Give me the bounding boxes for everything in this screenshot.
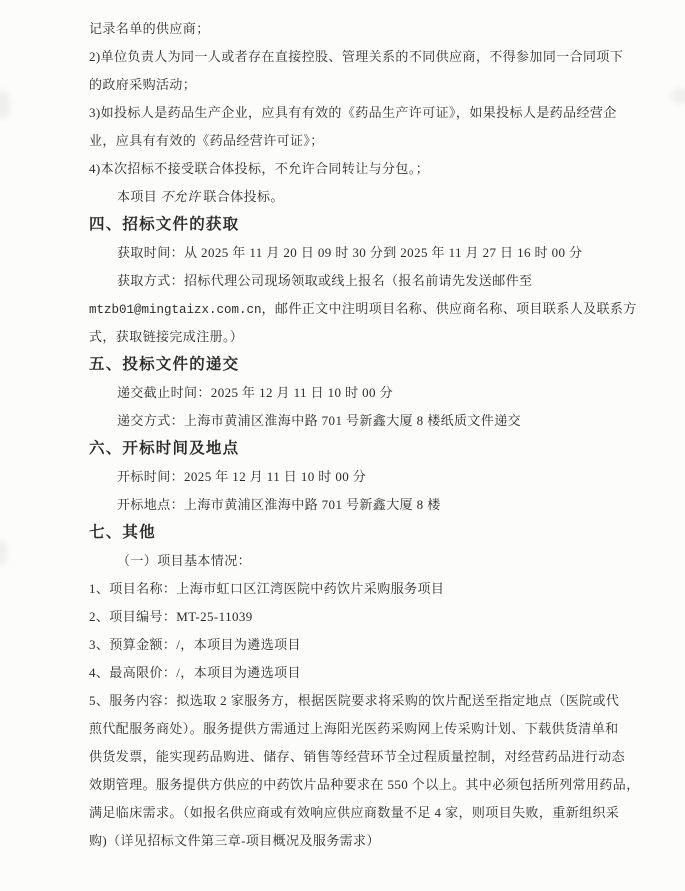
scan-smudge [0, 540, 7, 566]
text-run: 联合体投标。 [203, 189, 284, 204]
doc-line-opening-time: 开标时间：2025 年 12 月 11 日 10 时 00 分 [117, 469, 367, 484]
doc-line-email [89, 295, 685, 323]
doc-line-service-6: 购)（详见招标文件第三章-项目概况及服务需求） [89, 833, 380, 848]
text-run-italic: 不允许 [160, 189, 201, 204]
doc-line-basic-info: （一）项目基本情况： [117, 553, 252, 568]
doc-line-service-1: 5、服务内容：拟选取 2 家服务方，根据医院要求将采购的饮片配送至指定地点（医院或代 [89, 693, 620, 708]
section-heading-other: 七、其他 [89, 524, 156, 541]
doc-line-project-number: 2、项目编号：MT-25-11039 [89, 609, 253, 624]
doc-line-deadline: 递交截止时间：2025 年 12 月 11 日 10 时 00 分 [117, 385, 393, 400]
doc-line-project-name: 1、项目名称：上海市虹口区江湾医院中药饮片采购服务项目 [89, 581, 445, 596]
text-run: ，邮件正文中注明项目名称、供应商名称、项目联系人及联系方 [261, 301, 637, 316]
doc-line-rule4: 4)本次招标不接受联合体投标，不允许合同转让与分包。； [89, 161, 430, 176]
section-heading-opening: 六、开标时间及地点 [89, 440, 240, 457]
doc-line-opening-place: 开标地点：上海市黄浦区淮海中路 701 号新鑫大厦 8 楼 [117, 497, 441, 512]
scan-smudge [0, 90, 10, 120]
doc-line-registration: 式，获取链接完成注册。） [89, 329, 244, 344]
doc-line-service-2: 煎代配服务商处）。服务提供方需通过上海阳光医药采购网上传采购计划、下载供货清单和 [89, 721, 619, 736]
doc-line-rule3a: 3)如投标人是药品生产企业，应具有有效的《药品生产许可证》，如果投标人是药品经营企 [89, 105, 617, 120]
doc-line-service-5: 满足临床需求。（如报名供应商或有效响应供应商数量不足 4 家，则项目失败，重新组织采 [89, 805, 620, 820]
doc-line-rule2a: 2)单位负责人为同一人或者存在直接控股、管理关系的不同供应商，不得参加同一合同项下 [89, 49, 624, 64]
email-text: mtzb01@mingtaizx.com.cn [89, 303, 262, 317]
doc-line-budget: 3、预算金额：/，本项目为遴选项目 [89, 637, 301, 652]
doc-line-obtain-time: 获取时间：从 2025 年 11 月 20 日 09 时 30 分到 2025 年 11 月 27 日 16 时 00 分 [117, 245, 583, 260]
doc-line-rule2b: 的政府采购活动； [89, 77, 197, 92]
doc-line-submission-method: 递交方式：上海市黄浦区淮海中路 701 号新鑫大厦 8 楼纸质文件递交 [117, 413, 522, 428]
doc-line-rule3b: 业，应具有有效的《药品经营许可证》； [89, 133, 324, 148]
doc-line-no-consortium [89, 183, 685, 211]
text-run: 本项目 [117, 189, 158, 204]
doc-line-record-suppliers: 记录名单的供应商； [89, 21, 210, 36]
doc-line-service-4: 效期管理。服务提供方供应的中药饮片品种要求在 550 个以上。其中必须包括所列常用药品， [89, 777, 640, 792]
section-heading-obtain: 四、招标文件的获取 [89, 216, 240, 233]
doc-line-max-price: 4、最高限价：/，本项目为遴选项目 [89, 665, 301, 680]
doc-line-service-3: 供货发票，能实现药品购进、储存、销售等经营环节全过程质量控制，对经营药品进行动态 [89, 749, 626, 764]
doc-line-obtain-method: 获取方式：招标代理公司现场领取或线上报名（报名前请先发送邮件至 [117, 273, 533, 288]
section-heading-submission: 五、投标文件的递交 [89, 356, 240, 373]
